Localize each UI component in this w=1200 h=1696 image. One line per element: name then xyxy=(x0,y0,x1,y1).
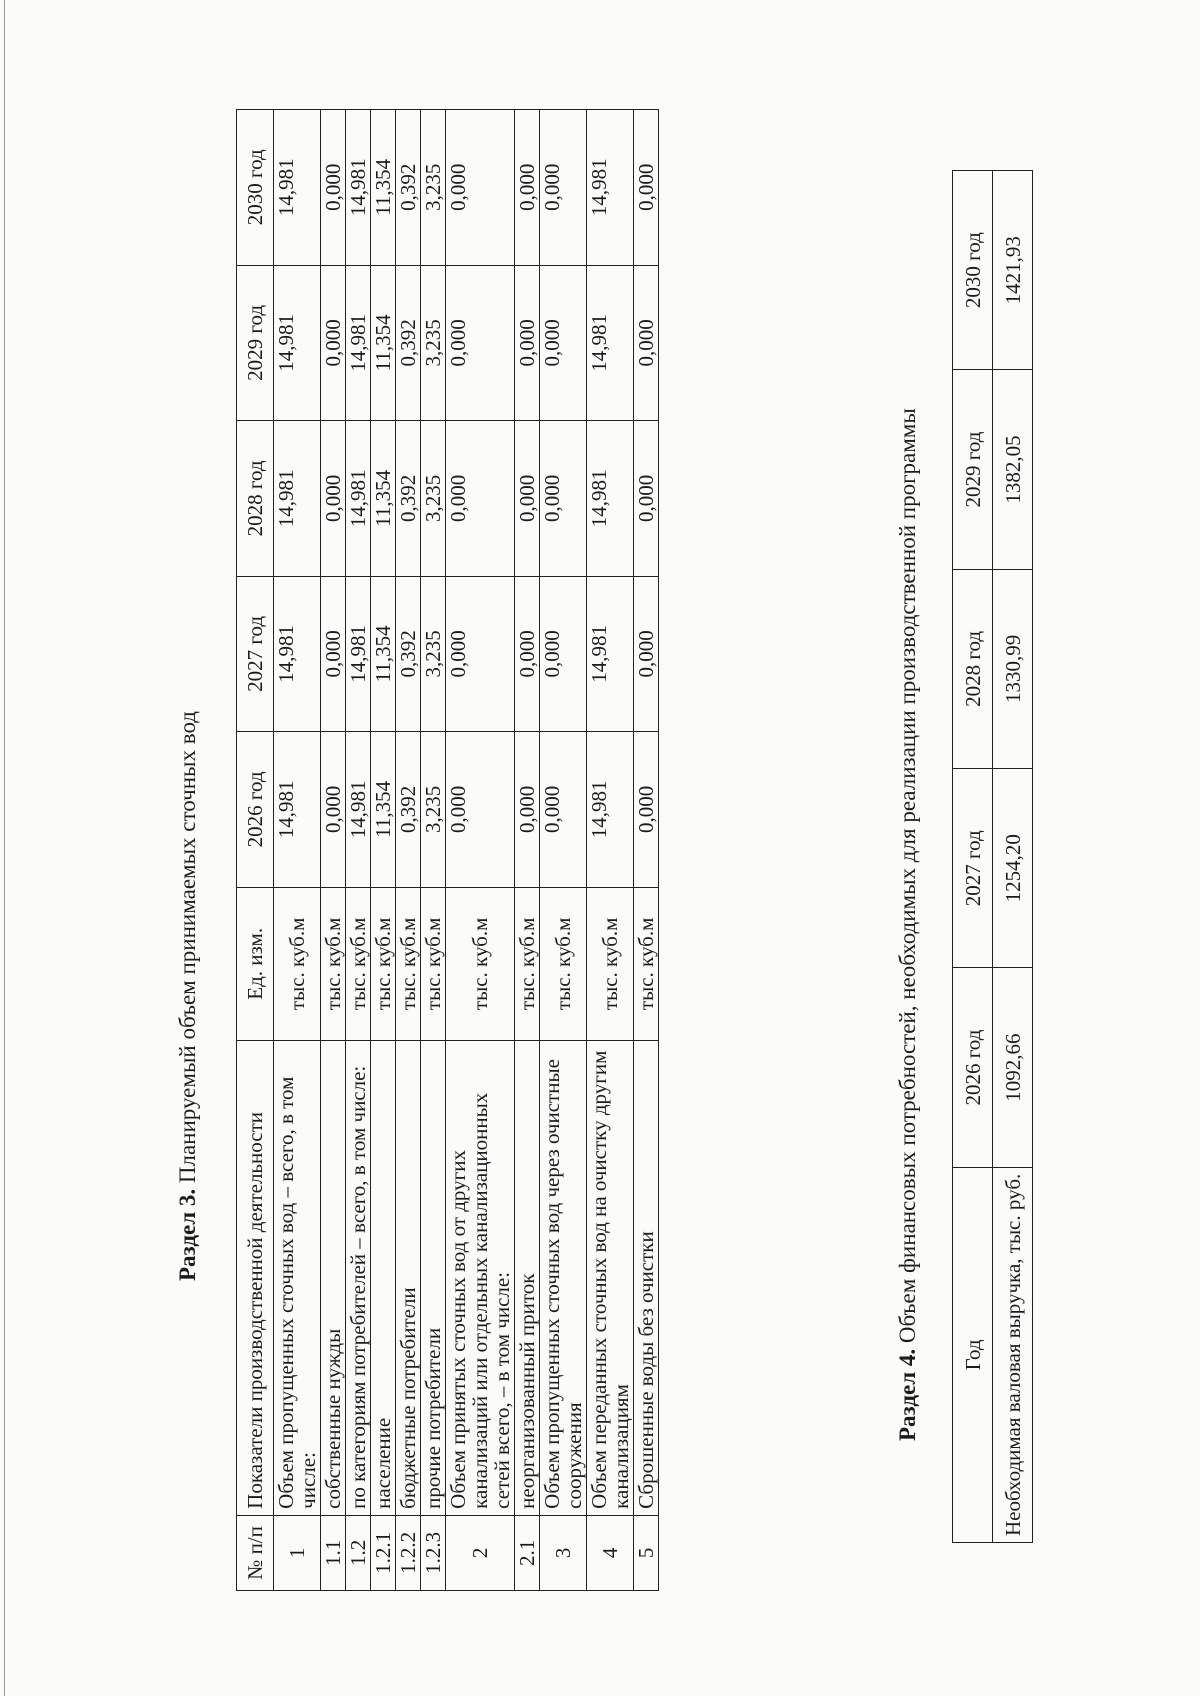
wastewater-volume-table xyxy=(236,109,659,1591)
col-header-2030: 2030 год xyxy=(237,110,274,266)
section3-heading-bold: Раздел 3. xyxy=(175,1188,200,1281)
cell-indicator: прочие потребители xyxy=(421,1041,446,1516)
table-row xyxy=(446,110,515,1591)
col-header-2030: 2030 год xyxy=(953,171,993,370)
cell-number: 1.1 xyxy=(321,1515,346,1590)
cell-unit: тыс. куб.м xyxy=(421,887,446,1040)
cell-2028: 0,000 xyxy=(515,421,540,577)
cell-2030: 0,000 xyxy=(634,110,659,266)
section4-heading-bold: Раздел 4. xyxy=(895,1348,920,1441)
table-row xyxy=(346,110,371,1591)
cell-2026: 0,000 xyxy=(515,732,540,888)
row-label-revenue: Необходимая валовая выручка, тыс. руб. xyxy=(993,1167,1033,1542)
cell-unit: тыс. куб.м xyxy=(540,887,587,1040)
cell-number: 4 xyxy=(587,1515,634,1590)
cell-indicator: собственные нужды xyxy=(321,1041,346,1516)
col-header-2026: 2026 год xyxy=(237,732,274,888)
table-row xyxy=(321,110,346,1591)
cell-2026: 0,392 xyxy=(396,732,421,888)
cell-unit: тыс. куб.м xyxy=(274,887,321,1040)
cell-indicator: Сброшенные воды без очистки xyxy=(634,1041,659,1516)
cell-2029: 0,000 xyxy=(540,265,587,421)
cell-2027: 14,981 xyxy=(587,576,634,732)
cell-2030: 14,981 xyxy=(274,110,321,266)
section3-heading xyxy=(175,711,201,1281)
cell-2029: 0,392 xyxy=(396,265,421,421)
cell-value-2028: 1330,99 xyxy=(993,569,1033,768)
cell-unit: тыс. куб.м xyxy=(587,887,634,1040)
cell-2030: 3,235 xyxy=(421,110,446,266)
cell-number: 1.2.2 xyxy=(396,1515,421,1590)
cell-unit: тыс. куб.м xyxy=(446,887,515,1040)
col-header-2028: 2028 год xyxy=(237,421,274,577)
cell-2026: 14,981 xyxy=(274,732,321,888)
cell-number: 5 xyxy=(634,1515,659,1590)
col-header-indicator: Показатели производственной деятельности xyxy=(237,1041,274,1516)
cell-2028: 0,000 xyxy=(321,421,346,577)
cell-value-2027: 1254,20 xyxy=(993,769,1033,968)
cell-2028: 0,000 xyxy=(634,421,659,577)
cell-unit: тыс. куб.м xyxy=(634,887,659,1040)
section4-heading xyxy=(895,408,921,1441)
cell-number: 1.2 xyxy=(346,1515,371,1590)
col-header-2029: 2029 год xyxy=(237,265,274,421)
cell-value-2029: 1382,05 xyxy=(993,370,1033,569)
cell-2030: 0,392 xyxy=(396,110,421,266)
cell-number: 3 xyxy=(540,1515,587,1590)
table-row xyxy=(421,110,446,1591)
cell-2030: 11,354 xyxy=(371,110,396,266)
table-header-row xyxy=(237,110,274,1591)
cell-2030: 0,000 xyxy=(321,110,346,266)
cell-value-2030: 1421,93 xyxy=(993,171,1033,370)
cell-indicator: бюджетные потребители xyxy=(396,1041,421,1516)
cell-unit: тыс. куб.м xyxy=(371,887,396,1040)
cell-2030: 14,981 xyxy=(346,110,371,266)
cell-2029: 14,981 xyxy=(587,265,634,421)
cell-2028: 14,981 xyxy=(346,421,371,577)
cell-2026: 14,981 xyxy=(346,732,371,888)
cell-2030: 0,000 xyxy=(446,110,515,266)
cell-2028: 0,000 xyxy=(446,421,515,577)
cell-2030: 0,000 xyxy=(515,110,540,266)
cell-unit: тыс. куб.м xyxy=(321,887,346,1040)
cell-2026: 14,981 xyxy=(587,732,634,888)
cell-indicator: Объем пропущенных сточных вод – всего, в том числе: xyxy=(274,1041,321,1516)
cell-2027: 0,000 xyxy=(634,576,659,732)
cell-indicator: Объем пропущенных сточных вод через очистные сооружения xyxy=(540,1041,587,1516)
cell-2028: 14,981 xyxy=(587,421,634,577)
table-row xyxy=(396,110,421,1591)
financial-needs-table xyxy=(952,170,1033,1543)
col-header-2029: 2029 год xyxy=(953,370,993,569)
table-header-row xyxy=(953,171,993,1543)
cell-2030: 0,000 xyxy=(540,110,587,266)
cell-2027: 0,392 xyxy=(396,576,421,732)
cell-2026: 3,235 xyxy=(421,732,446,888)
section3-heading-text: Планируемый объем принимаемых сточных вод xyxy=(175,711,200,1189)
cell-indicator: Объем переданных сточных вод на очистку другим канализациям xyxy=(587,1041,634,1516)
cell-2029: 11,354 xyxy=(371,265,396,421)
table-row xyxy=(634,110,659,1591)
col-header-2028: 2028 год xyxy=(953,569,993,768)
cell-2026: 11,354 xyxy=(371,732,396,888)
cell-value-2026: 1092,66 xyxy=(993,968,1033,1167)
cell-2028: 14,981 xyxy=(274,421,321,577)
cell-2027: 0,000 xyxy=(446,576,515,732)
cell-2027: 14,981 xyxy=(346,576,371,732)
cell-unit: тыс. куб.м xyxy=(396,887,421,1040)
cell-2029: 0,000 xyxy=(515,265,540,421)
table-row xyxy=(540,110,587,1591)
cell-2028: 0,392 xyxy=(396,421,421,577)
cell-number: 1 xyxy=(274,1515,321,1590)
col-header-year: Год xyxy=(953,1167,993,1542)
cell-2029: 0,000 xyxy=(446,265,515,421)
cell-number: 2.1 xyxy=(515,1515,540,1590)
cell-2029: 0,000 xyxy=(634,265,659,421)
cell-2026: 0,000 xyxy=(540,732,587,888)
cell-indicator: население xyxy=(371,1041,396,1516)
cell-2030: 14,981 xyxy=(587,110,634,266)
cell-indicator: неорганизованный приток xyxy=(515,1041,540,1516)
cell-2026: 0,000 xyxy=(446,732,515,888)
cell-2028: 11,354 xyxy=(371,421,396,577)
table-row xyxy=(993,171,1033,1543)
cell-2028: 0,000 xyxy=(540,421,587,577)
col-header-number: № п/п xyxy=(237,1515,274,1590)
cell-2029: 14,981 xyxy=(274,265,321,421)
cell-2029: 3,235 xyxy=(421,265,446,421)
col-header-2026: 2026 год xyxy=(953,968,993,1167)
col-header-2027: 2027 год xyxy=(237,576,274,732)
section4-heading-text: Объем финансовых потребностей, необходимых для реализации производственной программы xyxy=(895,408,920,1349)
table-body xyxy=(274,110,659,1591)
cell-unit: тыс. куб.м xyxy=(515,887,540,1040)
cell-2028: 3,235 xyxy=(421,421,446,577)
col-header-2027: 2027 год xyxy=(953,769,993,968)
cell-number: 2 xyxy=(446,1515,515,1590)
table-row xyxy=(587,110,634,1591)
cell-2027: 0,000 xyxy=(321,576,346,732)
table-row xyxy=(371,110,396,1591)
cell-number: 1.2.1 xyxy=(371,1515,396,1590)
cell-2026: 0,000 xyxy=(634,732,659,888)
cell-indicator: по категориям потребителей – всего, в том числе: xyxy=(346,1041,371,1516)
cell-2027: 0,000 xyxy=(515,576,540,732)
col-header-unit: Ед. изм. xyxy=(237,887,274,1040)
cell-2027: 0,000 xyxy=(540,576,587,732)
cell-2027: 3,235 xyxy=(421,576,446,732)
cell-2026: 0,000 xyxy=(321,732,346,888)
cell-2027: 14,981 xyxy=(274,576,321,732)
cell-number: 1.2.3 xyxy=(421,1515,446,1590)
cell-unit: тыс. куб.м xyxy=(346,887,371,1040)
cell-2029: 0,000 xyxy=(321,265,346,421)
cell-2027: 11,354 xyxy=(371,576,396,732)
cell-2029: 14,981 xyxy=(346,265,371,421)
table-row xyxy=(515,110,540,1591)
table-row xyxy=(274,110,321,1591)
cell-indicator: Объем принятых сточных вод от других канализаций или отдельных канализационных сетей всего, – в том числе: xyxy=(446,1041,515,1516)
